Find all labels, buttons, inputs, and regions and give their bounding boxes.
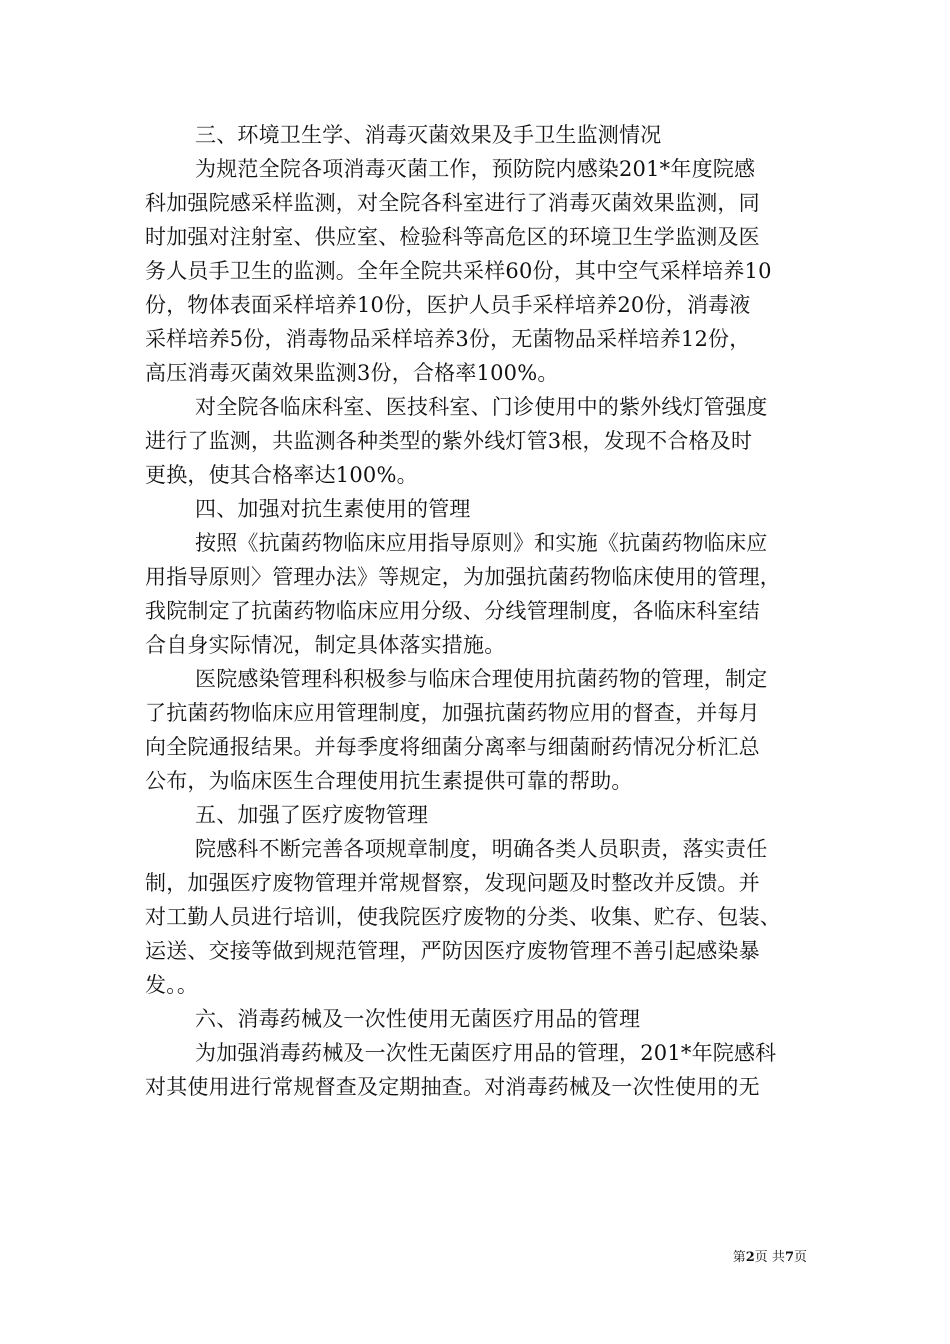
current-page-number: 2 bbox=[745, 1250, 755, 1265]
text-line: 医院感染管理科积极参与临床合理使用抗菌药物的管理，制定 bbox=[195, 667, 768, 691]
section-heading-3: 三、环境卫生学、消毒灭菌效果及手卫生监测情况 bbox=[195, 123, 662, 147]
text-line: 务人员手卫生的监测。全年全院共采样60份，其中空气采样培养10 bbox=[145, 259, 772, 283]
text-line: 制，加强医疗废物管理并常规督察，发现问题及时整改并反馈。并 bbox=[145, 871, 760, 895]
section-heading-6: 六、消毒药械及一次性使用无菌医疗用品的管理 bbox=[195, 1007, 641, 1031]
text-line: 为加强消毒药械及一次性无菌医疗用品的管理，201*年院感科 bbox=[195, 1041, 777, 1065]
text-line: 院感科不断完善各项规章制度，明确各类人员职责，落实责任 bbox=[195, 837, 768, 861]
paragraph-3-1 bbox=[145, 152, 825, 390]
text-line: 高压消毒灭菌效果监测3份，合格率100%。 bbox=[145, 361, 559, 385]
paragraph-3-2 bbox=[145, 390, 825, 492]
text-line: 对全院各临床科室、医技科室、门诊使用中的紫外线灯管强度 bbox=[195, 395, 768, 419]
text-line: 按照《抗菌药物临床应用指导原则》和实施《抗菌药物临床应 bbox=[195, 531, 768, 555]
text-line: 份，物体表面采样培养10份，医护人员手采样培养20份，消毒液 bbox=[145, 293, 751, 317]
text-line: 进行了监测，共监测各种类型的紫外线灯管3根，发现不合格及时 bbox=[145, 429, 753, 453]
page-number-prefix: 第 bbox=[732, 1250, 746, 1265]
text-line: 了抗菌药物临床应用管理制度，加强抗菌药物应用的督查，并每月 bbox=[145, 701, 760, 725]
text-line: 科加强院感采样监测，对全院各科室进行了消毒灭菌效果监测，同 bbox=[145, 191, 760, 215]
page-number bbox=[733, 1250, 807, 1266]
paragraph-5-1 bbox=[145, 832, 825, 1002]
text-line: 合自身实际情况，制定具体落实措施。 bbox=[145, 633, 506, 657]
text-line: 运送、交接等做到规范管理，严防因医疗废物管理不善引起感染暴 bbox=[145, 939, 760, 963]
text-line: 对工勤人员进行培训，使我院医疗废物的分类、收集、贮存、包装、 bbox=[145, 905, 781, 929]
text-line: 向全院通报结果。并每季度将细菌分离率与细菌耐药情况分析汇总 bbox=[145, 735, 760, 759]
section-heading-5: 五、加强了医疗废物管理 bbox=[195, 803, 429, 827]
document-body bbox=[145, 118, 825, 1104]
text-line: 公布，为临床医生合理使用抗生素提供可靠的帮助。 bbox=[145, 769, 633, 793]
text-line: 用指导原则〉管理办法》等规定，为加强抗菌药物临床使用的管理， bbox=[145, 565, 781, 589]
paragraph-6-1 bbox=[145, 1036, 825, 1104]
page-number-suffix: 页 bbox=[793, 1250, 807, 1265]
text-line: 发。。 bbox=[145, 973, 199, 997]
page-number-middle: 页 共 bbox=[754, 1250, 785, 1265]
text-line: 对其使用进行常规督查及定期抽查。对消毒药械及一次性使用的无 bbox=[145, 1075, 760, 1099]
text-line: 更换，使其合格率达100%。 bbox=[145, 463, 418, 487]
paragraph-4-1 bbox=[145, 526, 825, 662]
text-line: 时加强对注射室、供应室、检验科等高危区的环境卫生学监测及医 bbox=[145, 225, 760, 249]
text-line: 为规范全院各项消毒灭菌工作，预防院内感染201*年度院感 bbox=[195, 157, 756, 181]
text-line: 我院制定了抗菌药物临床应用分级、分线管理制度，各临床科室结 bbox=[145, 599, 760, 623]
paragraph-4-2 bbox=[145, 662, 825, 798]
total-page-number: 7 bbox=[784, 1250, 794, 1265]
text-line: 采样培养5份，消毒物品采样培养3份，无菌物品采样培养12份， bbox=[145, 327, 751, 351]
section-heading-4: 四、加强对抗生素使用的管理 bbox=[195, 497, 471, 521]
